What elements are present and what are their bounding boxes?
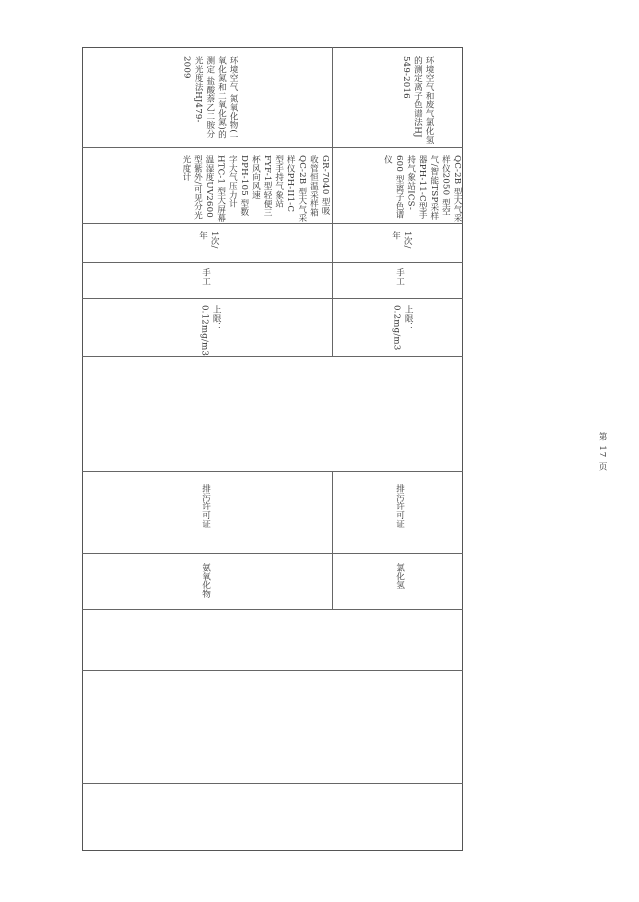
row-divider — [82, 223, 463, 224]
row-divider — [82, 298, 463, 299]
column-divider — [332, 471, 333, 609]
method-cell-2: 手工 — [394, 268, 405, 286]
limit-cell-2: 上限：0.2mg/m3 — [391, 305, 414, 351]
basis-cell-2: 排污许可证 — [394, 484, 405, 528]
row-divider — [82, 783, 463, 784]
row-divider — [82, 262, 463, 263]
standard-cell-2: 环境空气和废气氯化氢的测定离子色谱法HJ 549-2016 — [400, 56, 434, 144]
row-divider — [82, 553, 463, 554]
page-number: 第 17 页 — [597, 432, 607, 472]
frequency-cell-1: 1次/年 — [197, 231, 220, 249]
standard-cell-1: 环境空气 氮氧化物(一氧化氮和二氧化氮)的测定 盐酸萘乙二胺分光光度法HJ479-2009 — [181, 56, 238, 142]
instruments-cell-2: QC-2B 型大气采样仪2050 型空气/智能TSP采样器PH-11-C型手持气象站ICS-600 型离子色谱仪 — [382, 155, 462, 223]
frequency-cell-2: 1次/年 — [390, 231, 413, 249]
pollutant-cell-1: 氨氧化物 — [200, 563, 211, 599]
instruments-cell-1: GR-7040 型吸收管恒温采样箱QC-2B 型大气采样仪PH-II1-C 型手持气象站FYF-1型轻便三杯风向风速 DPH-105 型数字大气压力计HTC-1 型大屏幕温湿度UV2600 型紫外/可见分光光度计 — [180, 155, 330, 223]
row-divider — [82, 356, 463, 357]
basis-cell-1: 排污许可证 — [200, 484, 211, 528]
row-divider — [82, 609, 463, 610]
row-divider — [82, 670, 463, 671]
row-divider — [82, 471, 463, 472]
limit-cell-1: 上限：0.12mg/m3 — [199, 305, 222, 357]
column-divider — [332, 47, 333, 356]
pollutant-cell-2: 氯化氢 — [394, 563, 405, 590]
row-divider — [82, 147, 463, 148]
method-cell-1: 手工 — [200, 268, 211, 286]
